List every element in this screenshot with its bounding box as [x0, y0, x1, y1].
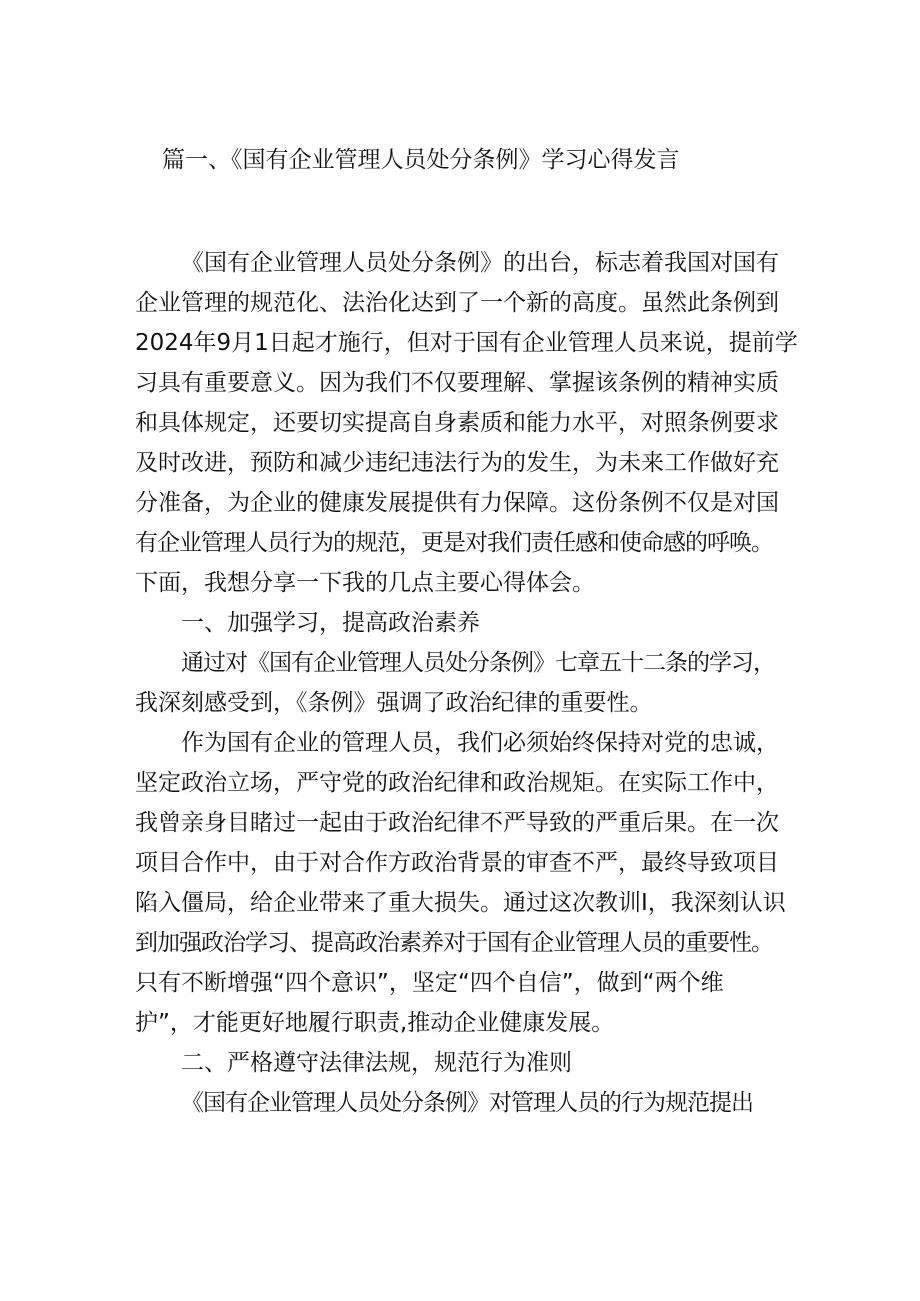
paragraph-line: 坚定政治立场，严守党的政治纪律和政治规矩。在实际工作中，: [135, 770, 779, 796]
paragraph-line: 到加强政治学习、提高政治素养对于国有企业管理人员的重要性。: [135, 930, 773, 956]
paragraph-line: 陷入僵局，给企业带来了重大损失。通过这次教训I，我深刻认识: [135, 890, 786, 916]
paragraph-line: 分准备，为企业的健康发展提供有力保障。这份条例不仅是对国: [135, 490, 779, 516]
paragraph-line: 项目合作中，由于对合作方政治背景的审查不严，最终导致项目: [135, 850, 779, 876]
paragraph-line: 我深刻感受到，《条例》强调了政治纪律的重要性。: [135, 690, 653, 716]
paragraph-line: 只有不断增强“四个意识”，坚定“四个自信”，做到“两个维: [135, 970, 724, 996]
document-title: 篇一、《国有企业管理人员处分条例》学习心得发言: [162, 147, 680, 173]
document-body: [135, 243, 798, 1123]
section-heading: 一、加强学习，提高政治素养: [181, 610, 480, 636]
paragraph-line: 护”，才能更好地履行职责,推动企业健康发展。: [135, 1010, 615, 1036]
paragraph-line: 《国有企业管理人员处分条例》的出台，标志着我国对国有: [181, 250, 779, 276]
paragraph-line: 有企业管理人员行为的规范，更是对我们责任感和使命感的呼唤。: [135, 530, 773, 556]
paragraph-line: 下面，我想分享一下我的几点主要心得体会。: [135, 570, 595, 596]
paragraph-line: 通过对《国有企业管理人员处分条例》七章五十二条的学习，: [181, 650, 775, 676]
paragraph-line: 我曾亲身目睹过一起由于政治纪律不严导致的严重后果。在一次: [135, 810, 779, 836]
paragraph-line: 企业管理的规范化、法治化达到了一个新的高度。虽然此条例到: [135, 290, 779, 316]
paragraph-line: 和具体规定，还要切实提高自身素质和能力水平，对照条例要求: [135, 410, 779, 436]
paragraph-line: 2024年9月1日起才施行，但对于国有企业管理人员来说，提前学: [135, 330, 798, 356]
paragraph-line: 及时改进，预防和减少违纪违法行为的发生，为未来工作做好充: [135, 450, 779, 476]
section-heading: 二、严格遵守法律法规，规范行为准则: [181, 1050, 572, 1076]
paragraph-line: 《国有企业管理人员处分条例》对管理人员的行为规范提出: [181, 1090, 753, 1116]
paragraph-line: 习具有重要意义。因为我们不仅要理解、掌握该条例的精神实质: [135, 370, 779, 396]
paragraph-line: 作为国有企业的管理人员，我们必须始终保持对党的忠诚，: [181, 730, 779, 756]
